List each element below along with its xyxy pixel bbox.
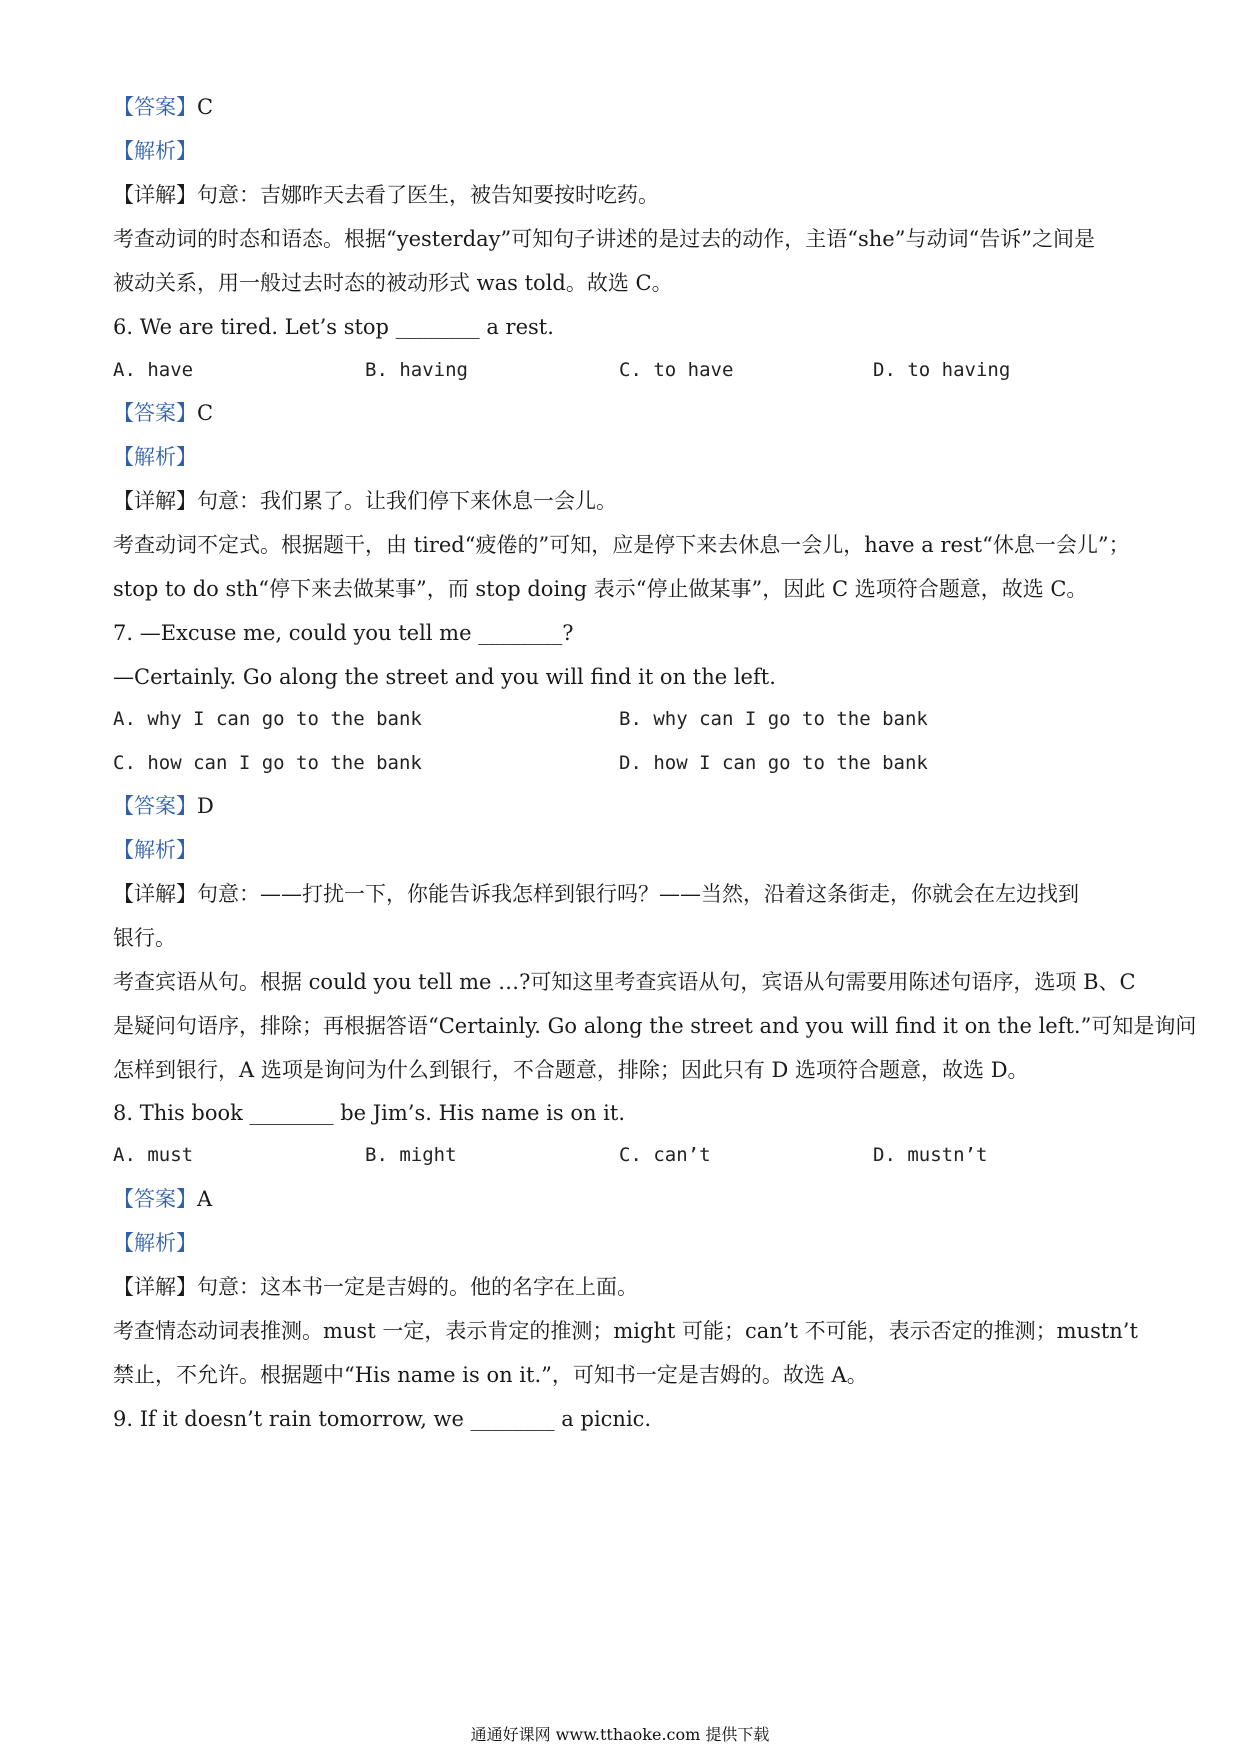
page-footer: 通通好课网 www.tthaoke.com 提供下载 [470,1725,770,1744]
answer-line: 【答案】C [113,401,214,425]
answer-value: C [197,95,214,119]
question-7-reply: —Certainly. Go along the street and you will find it on the left. [113,665,776,689]
option-c: C. to have [619,359,734,381]
analysis-tag: 【解析】 [113,445,197,469]
analysis-tag: 【解析】 [113,838,197,862]
detail-line: 【详解】句意：这本书一定是吉姆的。他的名字在上面。 [113,1275,638,1299]
analysis-tag: 【解析】 [113,139,197,163]
detail-line: 【详解】句意：——打扰一下，你能告诉我怎样到银行吗？——当然，沿着这条街走，你就会在左边找到 [113,882,1079,906]
detail-line: 【详解】句意：吉娜昨天去看了医生，被告知要按时吃药。 [113,183,659,207]
option-b: B. why can I go to the bank [619,708,928,730]
explanation-line: 怎样到银行，A 选项是询问为什么到银行，不合题意，排除；因此只有 D 选项符合题意，故选 D。 [113,1058,1029,1082]
explanation-line: 考查宾语从句。根据 could you tell me …?可知这里考查宾语从句，宾语从句需要用陈述句语序，选项 B、C [113,970,1136,994]
explanation-line: 被动关系，用一般过去时态的被动形式 was told。故选 C。 [113,271,673,295]
explanation-line: stop to do sth“停下来去做某事”，而 stop doing 表示“停止做某事”，因此 C 选项符合题意，故选 C。 [113,577,1088,601]
explanation-line: 是疑问句语序，排除；再根据答语“Certainly. Go along the street and you will find it on the left.”可知是询问 [113,1014,1197,1038]
answer-tag: 【答案】 [113,95,197,119]
explanation-line: 考查动词的时态和语态。根据“yesterday”可知句子讲述的是过去的动作，主语“she”与动词“告诉”之间是 [113,227,1095,251]
option-b: B. might [365,1144,457,1166]
question-6: 6. We are tired. Let’s stop ________ a rest. [113,315,554,339]
option-d: D. to having [873,359,1011,381]
option-d: D. how I can go to the bank [619,752,928,774]
detail-line: 银行。 [113,926,176,950]
option-d: D. mustn’t [873,1144,988,1166]
question-9: 9. If it doesn’t rain tomorrow, we ________ a picnic. [113,1407,652,1431]
answer-line [113,92,1133,122]
option-c: C. how can I go to the bank [113,752,422,774]
option-a: A. have [113,359,194,381]
option-b: B. having [365,359,468,381]
answer-line: 【答案】A [113,1187,213,1211]
detail-line: 【详解】句意：我们累了。让我们停下来休息一会儿。 [113,489,617,513]
option-a: A. why I can go to the bank [113,708,422,730]
explanation-line: 考查情态动词表推测。must 一定，表示肯定的推测；might 可能；can’t 不可能，表示否定的推测；mustn’t [113,1319,1138,1343]
analysis-tag: 【解析】 [113,1231,197,1255]
option-c: C. can’t [619,1144,711,1166]
question-8: 8. This book ________ be Jim’s. His name is on it. [113,1101,625,1125]
explanation-line: 禁止，不允许。根据题中“His name is on it.”，可知书一定是吉姆的。故选 A。 [113,1363,868,1387]
question-7: 7. —Excuse me, could you tell me ________? [113,621,574,645]
option-a: A. must [113,1144,194,1166]
explanation-line: 考查动词不定式。根据题干，由 tired“疲倦的”可知，应是停下来去休息一会儿，have a rest“休息一会儿”； [113,533,1130,557]
answer-line: 【答案】D [113,794,214,818]
